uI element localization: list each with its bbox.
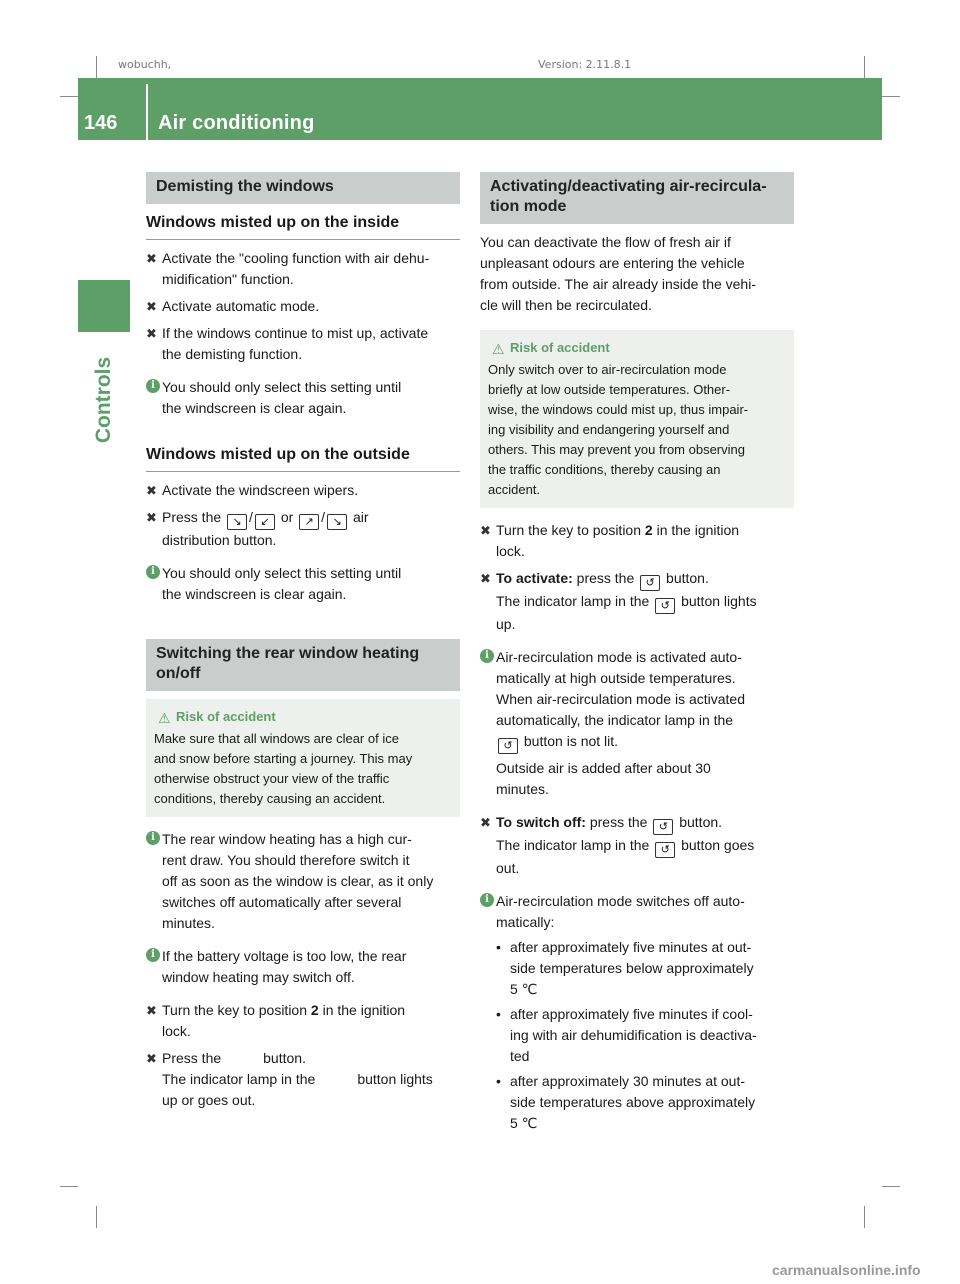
info-note: i The rear window heating has a high cur- rent draw. You should therefore switch it off as soon as the window is clear, as it only switches off automatically after several minutes. <box>146 829 460 934</box>
step-arrow-icon: ✖ <box>146 299 157 314</box>
footwell-heat-airflow-icon: ↘ <box>327 514 347 530</box>
crop-mark <box>864 56 865 78</box>
crop-mark <box>96 1206 97 1228</box>
header-separator <box>146 84 148 140</box>
windscreen-airflow-icon: ↘ <box>227 514 247 530</box>
info-note: i You should only select this setting until the windscreen is clear again. <box>146 377 460 419</box>
info-icon: i <box>146 948 160 962</box>
info-note: i If the battery voltage is too low, the rear window heating may switch off. <box>146 946 460 988</box>
info-icon: i <box>146 379 160 393</box>
subheading-inside: Windows misted up on the inside <box>146 204 460 240</box>
recirculation-icon: ↺ <box>653 819 673 835</box>
watermark-link[interactable]: carmanualsonline.info <box>772 1262 921 1278</box>
step-arrow-icon: ✖ <box>146 1003 157 1018</box>
info-note: i Air-recirculation mode is activated auto- matically at high outside temperatures. When air-recirculation mode is activated automatically, the indicator lamp in the ↺ button is not lit. Outside air is added after about 30 minutes. <box>480 647 794 800</box>
crop-mark <box>60 1186 78 1187</box>
crop-mark <box>60 96 78 97</box>
page-number: 146 <box>84 112 118 134</box>
step-item: ✖ Press the button. The indicator lamp in the button lights up or goes out. <box>146 1050 433 1108</box>
info-icon: i <box>146 831 160 845</box>
chapter-title: Air conditioning <box>158 112 315 134</box>
windscreen-heat-airflow-icon: ↗ <box>299 514 319 530</box>
list-item: • after approximately five minutes if cool- ing with air dehumidification is deactiva- ted <box>496 1006 757 1064</box>
list-item: • after approximately five minutes at out- side temperatures below approximately 5 ℃ <box>496 939 754 997</box>
step-item: ✖ Activate the windscreen wipers. <box>146 480 460 501</box>
info-note: i You should only select this setting until the windscreen is clear again. <box>146 563 460 605</box>
recirculation-icon: ↺ <box>640 575 660 591</box>
footwell-airflow-icon: ↙ <box>255 514 275 530</box>
step-arrow-icon: ✖ <box>480 523 491 538</box>
right-column <box>480 172 794 1146</box>
recirculation-icon: ↺ <box>498 738 518 754</box>
step-arrow-icon: ✖ <box>480 571 491 586</box>
warning-box: ⚠ Risk of accident Only switch over to air-recirculation mode briefly at low outside temperatures. Other- wise, the windows could mist up, thus impair- ing visibility and endangering yourself and others. This may prevent you from observing the traffic conditions, thereby causing an accident. <box>480 330 794 508</box>
warning-icon: ⚠ <box>158 710 171 726</box>
meta-right: Version: 2.11.8.1 <box>538 58 632 71</box>
meta-left: wobuchh, <box>118 58 172 71</box>
step-arrow-icon: ✖ <box>480 815 491 830</box>
warning-icon: ⚠ <box>492 341 505 357</box>
step-item: ✖ If the windows continue to mist up, activate the demisting function. <box>146 325 429 362</box>
left-column <box>146 172 460 1117</box>
step-item: ✖ To activate: press the ↺ button. The indicator lamp in the ↺ button lights up. <box>480 570 757 632</box>
recirculation-icon: ↺ <box>655 842 675 858</box>
subheading-outside: Windows misted up on the outside <box>146 431 460 472</box>
step-arrow-icon: ✖ <box>146 251 157 266</box>
step-item: ✖ Press the ↘ / ↙ or ↗ / ↘ air distribution button. <box>146 509 369 548</box>
step-arrow-icon: ✖ <box>146 1051 157 1066</box>
list-item: • after approximately 30 minutes at out- side temperatures above approximately 5 ℃ <box>496 1073 756 1131</box>
info-note: i Air-recirculation mode switches off auto- matically: • after approximately five minutes at out- side temperatures below approximately 5 ℃ • after approximately five minutes if cool- ing with air dehumidification is deactiva- ted • after approximately 30 minutes at out- side temperatures above approximately 5 ℃ <box>480 891 794 1134</box>
crop-mark <box>864 1206 865 1228</box>
side-tab-block <box>78 280 130 332</box>
step-item: ✖ Turn the key to position 2 in the ignition lock. <box>146 1002 406 1039</box>
info-icon: i <box>146 565 160 579</box>
crop-mark <box>882 96 900 97</box>
info-icon: i <box>480 649 494 663</box>
intro-paragraph: You can deactivate the flow of fresh air if unpleasant odours are entering the vehicle from outside. The air already inside the vehi- cle will then be recirculated. <box>480 234 756 313</box>
section-heading-rear-window: Switching the rear window heating on/off <box>146 639 460 691</box>
info-icon: i <box>480 893 494 907</box>
step-arrow-icon: ✖ <box>146 326 157 341</box>
section-heading-recirculation: Activating/deactivating air-recircula- tion mode <box>480 172 794 224</box>
step-item: ✖ To switch off: press the ↺ button. The indicator lamp in the ↺ button goes out. <box>480 814 755 876</box>
crop-mark <box>96 56 97 78</box>
step-arrow-icon: ✖ <box>146 510 157 525</box>
section-heading-demisting: Demisting the windows <box>146 172 460 204</box>
crop-mark <box>882 1186 900 1187</box>
step-item: ✖ Activate the "cooling function with air dehu- midification" function. <box>146 250 430 287</box>
warning-box: ⚠ Risk of accident Make sure that all windows are clear of ice and snow before starting a journey. This may otherwise obstruct your view of the traffic conditions, thereby causing an accident. <box>146 699 460 817</box>
recirculation-icon: ↺ <box>655 598 675 614</box>
side-tab-label: Controls <box>92 356 115 444</box>
step-arrow-icon: ✖ <box>146 483 157 498</box>
step-item: ✖ Activate automatic mode. <box>146 296 460 317</box>
step-item: ✖ Turn the key to position 2 in the ignition lock. <box>480 522 740 559</box>
